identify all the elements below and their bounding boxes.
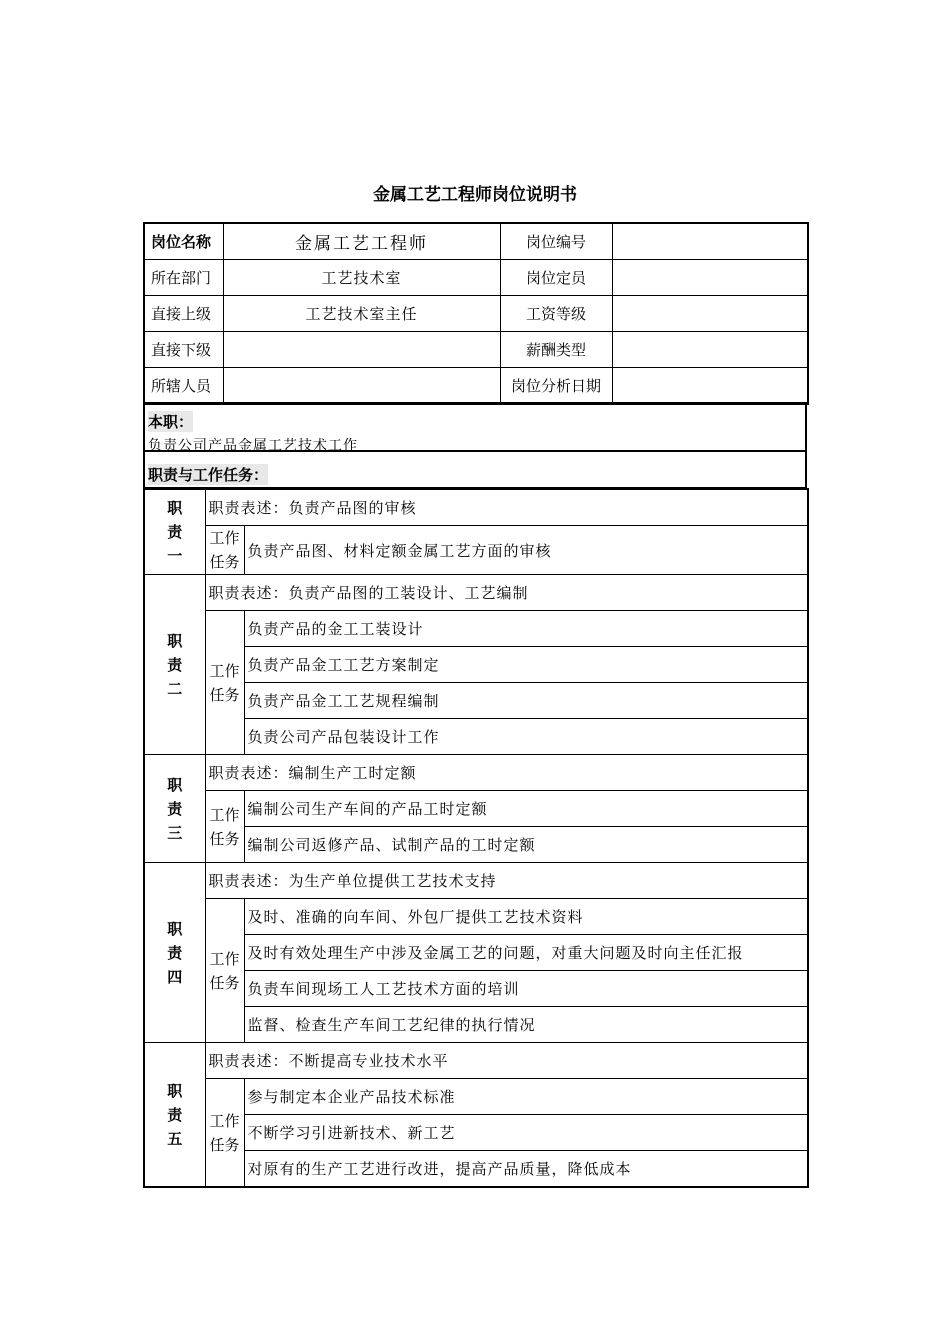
info-value: 工艺技术室主任 [223,296,500,332]
duty-task-row [144,791,808,827]
duty-desc-prefix: 职责表述： [208,872,289,890]
info-row [144,296,808,332]
info-value [612,332,808,368]
task-label [205,611,244,755]
task-label [205,1079,244,1188]
duty-description [205,1043,808,1079]
duty-name-text: 职责三 [167,775,183,842]
duty-task-row [144,526,808,575]
task-item: 负责产品图、材料定额金属工艺方面的审核 [244,526,808,575]
document-title: 金属工艺工程师岗位说明书 [373,185,577,205]
duty-task-row [144,827,808,863]
task-item: 对原有的生产工艺进行改进，提高产品质量，降低成本 [244,1151,808,1188]
task-item: 不断学习引进新技术、新工艺 [244,1115,808,1151]
info-label: 岗位名称 [144,223,223,260]
duty-desc-text: 编制生产工时定额 [288,764,417,782]
task-item: 及时、准确的向车间、外包厂提供工艺技术资料 [244,899,808,935]
duty-task-row [144,719,808,755]
duty-task-row [144,1007,808,1043]
info-value [223,332,500,368]
info-value [612,368,808,405]
info-value: 金属工艺工程师 [223,223,500,260]
duty-task-row [144,971,808,1007]
duty-description [205,489,808,526]
info-label: 工资等级 [500,296,612,332]
duty-task-row [144,647,808,683]
info-row [144,223,808,260]
duty-desc-row [144,1043,808,1079]
info-label: 岗位定员 [500,260,612,296]
info-value: 工艺技术室 [223,260,500,296]
duty-description [205,863,808,899]
task-item: 编制公司生产车间的产品工时定额 [244,791,808,827]
duty-task-row [144,1115,808,1151]
task-item: 及时有效处理生产中涉及金属工艺的问题，对重大问题及时向主任汇报 [244,935,808,971]
info-label: 岗位分析日期 [500,368,612,405]
duty-task-row [144,899,808,935]
task-item: 编制公司返修产品、试制产品的工时定额 [244,827,808,863]
duty-name [144,755,205,863]
info-label: 所在部门 [144,260,223,296]
mission-section [143,402,807,452]
info-row [144,368,808,405]
duty-task-row [144,1151,808,1188]
info-value [612,223,808,260]
duty-name-text: 职责二 [167,631,183,698]
task-item: 负责产品的金工工装设计 [244,611,808,647]
position-info-table [143,222,809,405]
duty-desc-text: 负责产品图的工装设计、工艺编制 [288,584,529,602]
duty-name [144,489,205,575]
task-label [205,526,244,575]
duty-name-text: 职责一 [167,499,183,565]
duty-desc-text: 不断提高专业技术水平 [288,1052,449,1070]
duty-desc-prefix: 职责表述： [208,499,289,517]
task-item: 负责产品金工工艺方案制定 [244,647,808,683]
task-item: 负责产品金工工艺规程编制 [244,683,808,719]
duty-desc-prefix: 职责表述： [208,764,289,782]
task-label [205,791,244,863]
task-label-text: 工作任务 [209,529,240,571]
task-label-text: 工作任务 [209,661,240,704]
duty-task-row [144,611,808,647]
info-value [223,368,500,405]
duties-heading: 职责与工作任务： [148,466,269,484]
task-label-text: 工作任务 [209,1111,240,1154]
info-label: 岗位编号 [500,223,612,260]
duty-name-text: 职责五 [167,1081,183,1148]
duty-description [205,755,808,791]
duty-task-row [144,1079,808,1115]
task-label-text: 工作任务 [209,949,240,992]
mission-text: 负责公司产品金属工艺技术工作 [148,438,358,454]
duty-desc-row [144,575,808,611]
duties-table [143,488,809,1188]
duty-name-text: 职责四 [167,919,183,986]
info-row [144,260,808,296]
duty-name [144,1043,205,1188]
duty-desc-prefix: 职责表述： [208,1052,289,1070]
duties-heading-row [143,452,807,489]
duty-description [205,575,808,611]
duty-desc-row [144,489,808,526]
duty-task-row [144,935,808,971]
duty-name [144,575,205,755]
task-item: 负责公司产品包装设计工作 [244,719,808,755]
duty-task-row [144,683,808,719]
task-item: 负责车间现场工人工艺技术方面的培训 [244,971,808,1007]
task-label-text: 工作任务 [209,805,240,848]
info-label: 薪酬类型 [500,332,612,368]
info-label: 直接上级 [144,296,223,332]
duty-name [144,863,205,1043]
info-value [612,296,808,332]
info-value [612,260,808,296]
info-row [144,332,808,368]
duty-desc-prefix: 职责表述： [208,584,289,602]
mission-heading: 本职： [148,413,194,431]
task-item: 参与制定本企业产品技术标准 [244,1079,808,1115]
task-item: 监督、检查生产车间工艺纪律的执行情况 [244,1007,808,1043]
duty-desc-row [144,863,808,899]
task-label [205,899,244,1043]
info-label: 直接下级 [144,332,223,368]
duty-desc-text: 为生产单位提供工艺技术支持 [288,872,497,890]
duty-desc-text: 负责产品图的审核 [288,499,417,517]
duty-desc-row [144,755,808,791]
info-label: 所辖人员 [144,368,223,405]
